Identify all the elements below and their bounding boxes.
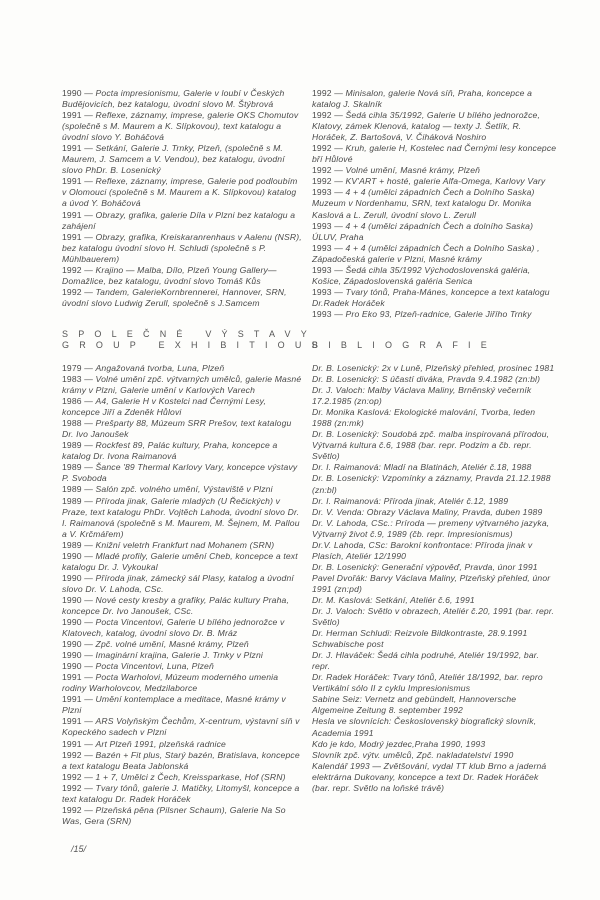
entry-year: 1979 (62, 362, 82, 373)
exhibition-entry (62, 617, 302, 639)
entry-separator: — (331, 220, 346, 231)
bibliography-entry: Dr. J. Hlaváček: Šedá cihla podruhé, Ateliér 19/1992, bar. repr. (312, 650, 540, 672)
bibliography-section (312, 340, 557, 794)
entry-text: Reflexe, záznamy, imprese, galerie OKS Chomutov (společně s M. Maurem a K. Slípkovou), text katalogu a úvodní slovo Y. Boháčová (62, 110, 299, 143)
entry-year: 1983 (62, 373, 82, 384)
entry-text: 4 + 4 (umělci západních Čech a Dolního Saska) Muzeum v Nordenhamu, SRN, text katalogu Dr. Monika Kaslová a L. Zerull, úvodní slovo L. Zerull (312, 187, 535, 220)
entry-year: 1992 (62, 804, 82, 815)
entry-year: 1989 (62, 440, 82, 451)
exhibition-entry (62, 573, 302, 595)
entry-text: Pocta Vincentovi, Luna, Plzeň (95, 661, 214, 672)
entry-text: Volné umění zpč. výtvarných umělců, galerie Masné krámy v Plzni, Galerie umění v Karlových Varech (62, 373, 302, 396)
entry-text: A4, Galerie H v Kostelci nad Černými Lesy, koncepce Jiří a Zdeněk Hůlovi (62, 396, 266, 418)
entry-separator: — (81, 771, 96, 782)
entry-text: Pocta impresionismu, Galerie v loubí v Českých Budějovicích, bez katalogu, úvodní slovo M. Štýbrová (62, 88, 285, 110)
entry-text: Kruh, galerie H, Kostelec nad Černými lesy koncepce bří Hůlové (312, 143, 557, 165)
entry-separator: — (331, 176, 346, 187)
entry-separator: — (81, 782, 96, 793)
bibliography-entry: Slovník zpč. výtv. umělců, Zpč. nakladatelství 1990 (312, 749, 514, 760)
entry-year: 1991 (62, 738, 82, 749)
entry-text: Rockfest 89, Palác kultury, Praha, koncepce a katalog Dr. Ivona Raimanová (62, 440, 278, 462)
exhibition-entry (312, 88, 557, 110)
group-exhibitions-section (62, 328, 328, 827)
group-exhibitions-heading (62, 328, 328, 351)
exhibition-entry (62, 595, 302, 617)
exhibition-entry (62, 783, 302, 805)
bibliography-entry: Dr. B. Losenický: Vzpomínky a záznamy, Pravda 21.12.1988 (zn:bl) (312, 473, 551, 495)
exhibition-entry (312, 221, 557, 243)
exhibition-entry (62, 440, 302, 462)
group-exhibitions-list (62, 363, 302, 827)
exhibition-entry (62, 540, 302, 551)
entry-separator: — (81, 440, 96, 451)
entry-separator: — (81, 231, 96, 242)
exhibition-entry (62, 661, 302, 672)
heading-en: GROUP EXHIBITIOUS (62, 339, 328, 350)
exhibition-entry (312, 110, 557, 143)
exhibition-entry (62, 143, 302, 176)
entry-separator: — (81, 539, 96, 550)
exhibition-entry (312, 243, 557, 265)
bibliography-entry: Dr. V. Lahoda, CSc.: Príroda — premeny výtvarného jazyka, Výtvarný život č.9, 1989 (čb. repr. Impresionismus) (312, 517, 550, 539)
bibliography-entry: Hesla ve slovnících: Československý biografický slovník, Academia 1991 (312, 716, 537, 738)
entry-separator: — (81, 362, 96, 373)
entry-year: 1990 (62, 639, 82, 650)
bibliography-entry: Dr. J. Valoch: Malby Václava Maliny, Brněnský večerník 17.2.1985 (zn:op) (312, 385, 532, 407)
entry-text: Pocta Vincentovi, Galerie U bílého jednorožce v Klatovech, katalog, úvodní slovo Dr. B. Mráz (62, 617, 285, 639)
entry-text: Tandem, GalerieKornbrennerei, Hannover, SRN, úvodní slovo Ludwig Zerull, společně s J.Samcem (62, 286, 287, 308)
bibliography-entry: Kalendář 1993 — Zvětšování, vydal TT klub Brno a jaderná elektrárna Dukovany, koncepce a text Dr. Radek Horáček (bar. repr. Světlo na loňské trávě) (312, 760, 547, 793)
bibliography-entry: Dr. Herman Schludi: Reizvole Bildkontraste, 28.9.1991 Schwabische post (312, 628, 528, 650)
entry-separator: — (331, 187, 346, 198)
entry-year: 1990 (62, 88, 82, 98)
bibliography-entry: Dr. B. Losenický: Soudobá zpč. malba inspirovaná přírodou, Výtvarná kultura č.6, 1988 (bar. repr. Podzim a čb. repr. Světlo) (312, 429, 550, 462)
entry-text: Plzeňská pěna (Pilsner Schaum), Galerie Na So Was, Gera (SRN) (62, 804, 286, 826)
entry-year: 1992 (62, 264, 82, 275)
entry-separator: — (331, 308, 346, 319)
entry-year: 1992 (62, 749, 82, 760)
bibliography-heading-block (312, 340, 557, 351)
entry-separator: — (331, 264, 346, 275)
entry-text: Minisalon, galerie Nová síň, Praha, koncepce a katalog J. Skalník (312, 88, 533, 110)
exhibition-entry (312, 287, 557, 309)
exhibition-entry (62, 374, 302, 396)
entry-year: 1992 (62, 286, 82, 297)
bibliography-entry: Dr. Monika Kaslová: Ekologické malování, Tvorba, leden 1988 (zn:mk) (312, 407, 536, 429)
bibliography-entry: Dr. B. Losenický: 2x v Luně, Plzeňský přehled, prosinec 1981 (312, 362, 555, 373)
exhibition-entry (62, 110, 302, 143)
entry-separator: — (81, 484, 96, 495)
entry-text: 4 + 4 (umělci západních Čech a Dolního Saska) , Západočeská galerie v Plzni, Masné krámy (312, 242, 540, 264)
entry-year: 1992 (312, 110, 332, 121)
entry-year: 1989 (62, 462, 82, 473)
entry-separator: — (81, 650, 96, 661)
entry-year: 1991 (62, 694, 82, 705)
entry-separator: — (81, 738, 96, 749)
exhibition-entry (62, 650, 302, 661)
entry-text: Prešparty 88, Múzeum SRR Prešov, text katalogu Dr. Ivo Janoušek (62, 418, 292, 440)
exhibition-entry (62, 694, 302, 716)
entry-year: 1992 (312, 143, 332, 154)
entry-separator: — (81, 617, 96, 628)
exhibition-entry (62, 232, 302, 265)
entry-text: 4 + 4 (umělci západních Čech a dolního Saska) ÚLUV, Praha (312, 220, 534, 242)
entry-separator: — (331, 110, 346, 121)
entry-text: Angažovaná tvorba, Luna, Plzeň (95, 362, 225, 373)
entry-year: 1993 (312, 264, 332, 275)
entry-separator: — (81, 462, 96, 473)
exhibition-entry (62, 496, 302, 540)
entry-year: 1991 (62, 209, 82, 220)
exhibition-entry (62, 716, 302, 738)
entry-text: Obrazy, grafika, Kreiskaranrenhaus v Aalenu (NSR), bez katalogu úvodní slovo H. Schludi (společně s P. Mühlbauerem) (62, 231, 302, 264)
exhibition-entry (62, 772, 302, 783)
bibliography-entry: Dr. J. Valoch: Světlo v obrazech, Ateliér č.20, 1991 (bar. repr. Světlo) (312, 606, 555, 628)
entry-text: Šedá cihla 35/1992 Východoslovenská galéria, Košice, Západoslovenská galéria Senica (312, 264, 531, 286)
entry-separator: — (81, 418, 96, 429)
entry-text: Imaginární krajina, Galerie J. Trnky v Plzni (95, 650, 263, 661)
entry-year: 1990 (62, 594, 82, 605)
exhibition-entry (312, 187, 557, 220)
entry-year: 1993 (312, 187, 332, 198)
entry-year: 1991 (62, 110, 82, 121)
entry-separator: — (331, 286, 346, 297)
entry-separator: — (331, 88, 346, 98)
entry-separator: — (81, 804, 96, 815)
entry-separator: — (81, 176, 96, 187)
exhibition-entry (62, 210, 302, 232)
bibliography-entry: Dr. V. Venda: Obrazy Václava Maliny, Pravda, duben 1989 (312, 506, 543, 517)
entry-text: Obrazy, grafika, galerie Díla v Plzni bez katalogu a zahájení (62, 209, 296, 231)
entry-year: 1991 (62, 716, 82, 727)
exhibition-entry (62, 750, 302, 772)
exhibition-entry (62, 176, 302, 209)
bibliography-entry: Kdo je kdo, Modrý jezdec,Praha 1990, 1993 (312, 738, 486, 749)
entry-text: Salón zpč. volného umění, Výstaviště v Plzni (95, 484, 273, 495)
entry-text: Šance '89 Thermal Karlovy Vary, koncepce výstavy P. Svoboda (62, 462, 298, 484)
exhibition-entry (62, 287, 302, 309)
exhibition-entry (62, 739, 302, 750)
entry-text: Art Plzeň 1991, plzeňská radnice (95, 738, 226, 749)
entry-year: 1992 (312, 165, 332, 176)
entry-text: Zpč. volné umění, Masné krámy, Plzeň (95, 639, 249, 650)
entry-text: Krajino — Malba, Dílo, Plzeň Young Gallery—Domažlice, bez katalogu, úvodní slovo Tomáš Kůs (62, 264, 277, 286)
entry-year: 1992 (312, 88, 332, 98)
exhibition-entry (62, 639, 302, 650)
entry-year: 1990 (62, 661, 82, 672)
entry-text: Volné umění, Masné krámy, Plzeň (345, 165, 481, 176)
entry-text: 1 + 7, Umělci z Čech, Kreissparkase, Hof (SRN) (95, 771, 286, 782)
entry-separator: — (81, 495, 96, 506)
bibliography-entry: Dr.V. Lahoda, CSc: Barokní konfrontace: Příroda jinak v Plasích, Ateliér 12/1990 (312, 539, 533, 561)
entry-text: Pro Eko 93, Plzeň-radnice, Galerie Jiřího Trnky (345, 308, 532, 319)
entry-year: 1991 (62, 176, 82, 187)
heading-cz: SPOLEČNÉ VÝSTAVY (62, 328, 317, 339)
entry-text: Pocta Warholovi, Múzeum moderného umenia rodiny Warholovcov, Medzilaborce (62, 672, 279, 694)
entry-year: 1993 (312, 308, 332, 319)
entry-separator: — (81, 661, 96, 672)
entry-text: ARS Volyňským Čechům, X-centrum, výstavní síň v Kopeckého sadech v Plzni (62, 716, 300, 738)
bibliography-entry: Dr. I. Raimanová: Příroda jinak, Ateliér č.12, 1989 (312, 495, 509, 506)
entry-text: Umění kontemplace a meditace, Masné krámy v Plzni (62, 694, 286, 716)
entry-text: Tvary tónů, Praha-Mánes, koncepce a text katalogu Dr.Radek Horáček (312, 286, 550, 308)
solo-exhibitions-list (62, 88, 302, 309)
exhibition-entry (62, 805, 302, 827)
entry-separator: — (81, 373, 96, 384)
entry-year: 1992 (312, 176, 332, 187)
entry-separator: — (81, 594, 96, 605)
entry-text: Setkání, Galerie J. Trnky, Plzeň, (společně s M. Maurem, J. Samcem a V. Vendou), bez katalogu, úvodní slovo PhDr. B. Losenický (62, 143, 285, 176)
exhibition-entry (312, 309, 557, 320)
entry-separator: — (81, 572, 96, 583)
entry-separator: — (331, 143, 346, 154)
entry-separator: — (81, 396, 96, 407)
entry-year: 1990 (62, 572, 82, 583)
right-column (312, 88, 557, 794)
entry-year: 1988 (62, 418, 82, 429)
bibliography-heading: BIBLIOGRAFIE (312, 339, 497, 350)
bibliography-entry: Dr. I. Raimanová: Mladí na Blatinách, Ateliér č.18, 1988 (312, 462, 532, 473)
exhibition-entry (62, 418, 302, 440)
entry-separator: — (81, 694, 96, 705)
entry-year: 1991 (62, 231, 82, 242)
entry-text: Tvary tónů, galerie J. Matičky, Litomyšl, koncepce a text katalogu Dr. Radek Horáček (62, 782, 300, 804)
entry-text: Příroda jinak, zámecký sál Plasy, katalog a úvodní slovo Dr. V. Lahoda, CSc. (62, 572, 294, 594)
page-number: /15/ (71, 844, 87, 854)
entry-separator: — (81, 550, 96, 561)
entry-separator: — (81, 639, 96, 650)
bibliography-entry: Dr. B. Losenický: Generační výpověď, Pravda, únor 1991 (312, 561, 538, 572)
bibliography-entry: Pavel Dvořák: Barvy Václava Maliny, Plzeňský přehled, únor 1991 (zn:pd) (312, 572, 551, 594)
entry-text: Příroda jinak, Galerie mladých (U Řečických) v Praze, text katalogu PhDr. Vojtěch Lahoda, úvodní slovo Dr. I. Raimanová (společně s M. Maurem, M. Šejnem, M. Pallou a V. Krčmářem) (62, 495, 300, 539)
entry-separator: — (81, 264, 96, 275)
entry-year: 1990 (62, 617, 82, 628)
entry-separator: — (331, 165, 346, 176)
exhibition-entry (62, 672, 302, 694)
exhibition-entry (312, 143, 557, 165)
exhibition-entry (62, 551, 302, 573)
exhibition-entry (62, 462, 302, 484)
entry-year: 1989 (62, 495, 82, 506)
entry-year: 1993 (312, 286, 332, 297)
entry-text: Mladé profily, Galerie umění Cheb, koncepce a text katalogu Dr. J. Vykoukal (62, 550, 298, 572)
group-exhibitions-list-continued (312, 88, 557, 320)
bibliography-entry: Dr. M. Kaslová: Setkání, Ateliér č.6, 1991 (312, 594, 475, 605)
bibliography-entry: Dr. Radek Horáček: Tvary tónů, Ateliér 18/1992, bar. repro Vertikální sólo II z cyklu Impresionismus (312, 672, 543, 694)
exhibition-entry (312, 265, 557, 287)
entry-year: 1990 (62, 550, 82, 561)
entry-year: 1992 (62, 782, 82, 793)
entry-text: Reflexe, záznamy, imprese, Galerie pod podloubím v Olomouci (společně s M. Maurem a K. Slípkovou) katalog a úvod Y. Boháčová (62, 176, 298, 209)
entry-separator: — (81, 749, 96, 760)
exhibition-entry (62, 363, 302, 374)
entry-text: Šedá cihla 35/1992, Galerie U bílého jednorožce, Klatovy, zámek Klenová, katalog — texty J. Šetlík, R. Horáček, Z. Bartošová, V. Čiháková Noshiro (312, 110, 541, 143)
entry-year: 1991 (62, 143, 82, 154)
entry-year: 1989 (62, 539, 82, 550)
exhibition-entry (62, 88, 302, 110)
exhibition-entry (62, 396, 302, 418)
entry-year: 1986 (62, 396, 82, 407)
entry-separator: — (81, 716, 96, 727)
entry-separator: — (81, 143, 96, 154)
entry-year: 1993 (312, 242, 332, 253)
entry-year: 1992 (62, 771, 82, 782)
bibliography-entry: Dr. B. Losenický: S účastí diváka, Pravda 9.4.1982 (zn:bl) (312, 374, 541, 385)
entry-text: Knižní veletrh Frankfurt nad Mohanem (SRN) (95, 539, 275, 550)
exhibition-entry (312, 165, 557, 176)
entry-separator: — (81, 88, 96, 98)
entry-year: 1991 (62, 672, 82, 683)
exhibition-entry (312, 176, 557, 187)
entry-year: 1989 (62, 484, 82, 495)
entry-separator: — (81, 110, 96, 121)
entry-separator: — (81, 672, 96, 683)
bibliography-entry: Sabine Seiz: Vernetz and gebündelt, Hannoversche Algemeine Zeitung 8. september 1992 (312, 694, 517, 716)
entry-text: KV'ART + hosté, galerie Alfa-Omega, Karlovy Vary (345, 176, 546, 187)
entry-separator: — (81, 286, 96, 297)
entry-year: 1993 (312, 220, 332, 231)
entry-separator: — (81, 209, 96, 220)
entry-year: 1990 (62, 650, 82, 661)
exhibition-entry (62, 265, 302, 287)
entry-text: Nové cesty kresby a grafiky, Palác kultury Praha, koncepce Dr. Ivo Janoušek, CSc. (62, 594, 290, 616)
exhibition-entry (62, 484, 302, 495)
entry-text: Bazén + Fit plus, Starý bazén, Bratislava, koncepce a text katalogu Beata Jablonská (62, 749, 300, 771)
entry-separator: — (331, 242, 346, 253)
bibliography-list (312, 363, 557, 794)
